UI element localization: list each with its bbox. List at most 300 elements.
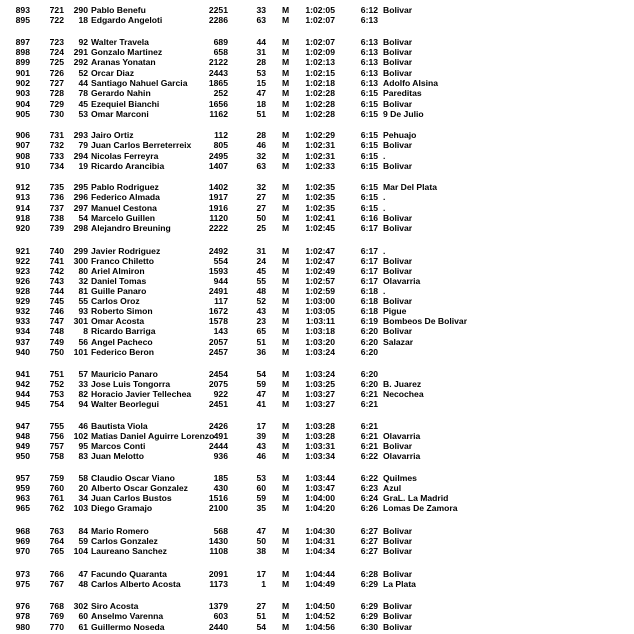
place-cell: 903: [15, 88, 30, 98]
runner-name-cell: Jose Luis Tongorra: [91, 379, 171, 389]
place-cell: 934: [15, 326, 30, 336]
runner-name-cell: Alejandro Breuning: [91, 223, 171, 233]
place-cell: 933: [15, 316, 30, 326]
runner-number-cell: 112: [214, 130, 228, 140]
time-cell: 1:04:44: [305, 569, 335, 579]
category-place-cell: 767: [49, 579, 64, 589]
pace-cell: 6:20: [360, 379, 378, 389]
table-row: [0, 579, 634, 589]
category-place-cell: 726: [49, 68, 64, 78]
place-cell: 980: [15, 622, 30, 632]
table-row: [0, 140, 634, 150]
runner-name-cell: Laureano Sanchez: [91, 546, 167, 556]
pace-cell: 6:21: [360, 421, 378, 431]
runner-name-cell: Edgardo Angeloti: [91, 15, 163, 25]
category-place-cell: 756: [49, 431, 64, 441]
runner-name-cell: Nicolas Ferreyra: [91, 151, 159, 161]
runner-name-cell: Ezequiel Bianchi: [91, 99, 160, 109]
category-place-cell: 745: [49, 296, 64, 306]
age-cell: 27: [256, 192, 266, 202]
table-row: [0, 326, 634, 336]
sex-cell: M: [282, 536, 290, 546]
sex-cell: M: [282, 140, 290, 150]
runner-number-cell: 1656: [208, 99, 228, 109]
age-cell: 43: [256, 306, 266, 316]
pace-cell: 6:26: [360, 503, 378, 513]
runner-name-cell: Roberto Simon: [91, 306, 153, 316]
runner-number-cell: 1578: [208, 316, 228, 326]
runner-number-cell: 2457: [208, 347, 228, 357]
bib-cell: 55: [78, 296, 88, 306]
place-cell: 908: [15, 151, 30, 161]
runner-number-cell: 491: [213, 431, 228, 441]
bib-cell: 301: [73, 316, 88, 326]
table-row: [0, 503, 634, 513]
pace-cell: 6:12: [360, 5, 378, 15]
category-place-cell: 721: [49, 5, 64, 15]
pace-cell: 6:21: [360, 389, 378, 399]
club-cell: Bolivar: [383, 140, 413, 150]
runner-number-cell: 143: [213, 326, 228, 336]
club-cell: Bolivar: [383, 569, 413, 579]
sex-cell: M: [282, 483, 290, 493]
club-cell: Bolivar: [383, 326, 413, 336]
table-row: [0, 130, 634, 140]
place-cell: 959: [15, 483, 30, 493]
age-cell: 36: [256, 347, 266, 357]
place-cell: 905: [15, 109, 30, 119]
sex-cell: M: [282, 15, 290, 25]
club-cell: Bolivar: [383, 68, 413, 78]
category-place-cell: 746: [49, 306, 64, 316]
pace-cell: 6:28: [360, 569, 378, 579]
table-row: [0, 347, 634, 357]
place-cell: 978: [15, 611, 30, 621]
place-cell: 948: [15, 431, 30, 441]
club-cell: Bolivar: [383, 161, 413, 171]
sex-cell: M: [282, 431, 290, 441]
age-cell: 46: [256, 140, 266, 150]
place-cell: 901: [15, 68, 30, 78]
table-row: [0, 622, 634, 632]
sex-cell: M: [282, 579, 290, 589]
sex-cell: M: [282, 389, 290, 399]
category-place-cell: 734: [49, 161, 64, 171]
bib-cell: 32: [78, 276, 88, 286]
pace-cell: 6:17: [360, 256, 378, 266]
place-cell: 910: [15, 161, 30, 171]
category-place-cell: 761: [49, 493, 64, 503]
place-cell: 945: [15, 399, 30, 409]
time-cell: 1:02:29: [305, 130, 335, 140]
table-row: [0, 47, 634, 57]
age-cell: 55: [256, 276, 266, 286]
runner-number-cell: 936: [213, 451, 228, 461]
pace-cell: 6:13: [360, 15, 378, 25]
runner-name-cell: Angel Pacheco: [91, 337, 153, 347]
runner-number-cell: 117: [214, 296, 228, 306]
time-cell: 1:03:11: [305, 316, 335, 326]
time-cell: 1:04:49: [305, 579, 335, 589]
category-place-cell: 753: [49, 389, 64, 399]
table-row: [0, 68, 634, 78]
pace-cell: 6:20: [360, 347, 378, 357]
place-cell: 940: [15, 347, 30, 357]
sex-cell: M: [282, 99, 290, 109]
place-cell: 912: [15, 182, 30, 192]
club-cell: .: [383, 203, 386, 213]
runner-number-cell: 430: [213, 483, 228, 493]
place-cell: 906: [15, 130, 30, 140]
table-row: [0, 192, 634, 202]
table-row: [0, 546, 634, 556]
age-cell: 18: [256, 99, 266, 109]
table-row: [0, 369, 634, 379]
category-place-cell: 760: [49, 483, 64, 493]
category-place-cell: 758: [49, 451, 64, 461]
runner-number-cell: 1865: [208, 78, 228, 88]
time-cell: 1:02:13: [305, 57, 335, 67]
table-row: [0, 526, 634, 536]
table-row: [0, 601, 634, 611]
table-row: [0, 276, 634, 286]
sex-cell: M: [282, 622, 290, 632]
place-cell: 968: [15, 526, 30, 536]
bib-cell: 294: [73, 151, 88, 161]
bib-cell: 293: [73, 130, 88, 140]
category-place-cell: 743: [49, 276, 64, 286]
club-cell: Bolivar: [383, 546, 413, 556]
table-row: [0, 223, 634, 233]
runner-number-cell: 2492: [208, 246, 228, 256]
pace-cell: 6:22: [360, 473, 378, 483]
runner-name-cell: Franco Chiletto: [91, 256, 155, 266]
bib-cell: 299: [73, 246, 88, 256]
category-place-cell: 730: [49, 109, 64, 119]
age-cell: 43: [256, 441, 266, 451]
runner-number-cell: 1402: [208, 182, 228, 192]
table-row: [0, 213, 634, 223]
time-cell: 1:03:47: [305, 483, 335, 493]
age-cell: 17: [256, 421, 266, 431]
sex-cell: M: [282, 601, 290, 611]
age-cell: 53: [256, 473, 266, 483]
runner-number-cell: 805: [213, 140, 228, 150]
runner-number-cell: 568: [213, 526, 228, 536]
time-cell: 1:02:47: [305, 246, 335, 256]
club-cell: Bolivar: [383, 99, 413, 109]
club-cell: Salazar: [383, 337, 414, 347]
bib-cell: 59: [78, 536, 88, 546]
bib-cell: 61: [78, 622, 88, 632]
club-cell: Olavarria: [383, 276, 421, 286]
club-cell: Bolivar: [383, 266, 413, 276]
table-row: [0, 15, 634, 25]
category-place-cell: 723: [49, 37, 64, 47]
age-cell: 38: [256, 546, 266, 556]
bib-cell: 56: [78, 337, 88, 347]
time-cell: 1:03:28: [305, 421, 335, 431]
sex-cell: M: [282, 399, 290, 409]
sex-cell: M: [282, 569, 290, 579]
runner-number-cell: 2122: [208, 57, 228, 67]
bib-cell: 46: [78, 421, 88, 431]
pace-cell: 6:15: [360, 88, 378, 98]
sex-cell: M: [282, 5, 290, 15]
bib-cell: 47: [78, 569, 88, 579]
club-cell: GraL. La Madrid: [383, 493, 449, 503]
sex-cell: M: [282, 47, 290, 57]
runner-name-cell: Alberto Oscar Gonzalez: [91, 483, 188, 493]
pace-cell: 6:13: [360, 57, 378, 67]
age-cell: 50: [256, 536, 266, 546]
place-cell: 907: [15, 140, 30, 150]
bib-cell: 20: [78, 483, 88, 493]
place-cell: 898: [15, 47, 30, 57]
time-cell: 1:02:35: [305, 192, 335, 202]
category-place-cell: 735: [49, 182, 64, 192]
category-place-cell: 747: [49, 316, 64, 326]
category-place-cell: 725: [49, 57, 64, 67]
bib-cell: 81: [78, 286, 88, 296]
table-row: [0, 256, 634, 266]
time-cell: 1:04:30: [305, 526, 335, 536]
runner-number-cell: 1173: [209, 579, 228, 589]
bib-cell: 302: [73, 601, 88, 611]
pace-cell: 6:15: [360, 99, 378, 109]
age-cell: 51: [256, 611, 266, 621]
runner-number-cell: 2286: [208, 15, 228, 25]
pace-cell: 6:22: [360, 451, 378, 461]
age-cell: 63: [256, 15, 266, 25]
place-cell: 923: [15, 266, 30, 276]
table-row: [0, 536, 634, 546]
pace-cell: 6:18: [360, 306, 378, 316]
runner-number-cell: 554: [213, 256, 228, 266]
table-row: [0, 379, 634, 389]
runner-name-cell: Juan Melotto: [91, 451, 144, 461]
club-cell: Bolivar: [383, 223, 413, 233]
age-cell: 25: [256, 223, 266, 233]
club-cell: Bolivar: [383, 5, 413, 15]
sex-cell: M: [282, 246, 290, 256]
runner-name-cell: Aranas Yonatan: [91, 57, 156, 67]
runner-number-cell: 1672: [208, 306, 228, 316]
place-cell: 957: [15, 473, 30, 483]
table-row: [0, 37, 634, 47]
runner-name-cell: Carlos Oroz: [91, 296, 140, 306]
age-cell: 50: [256, 213, 266, 223]
bib-cell: 94: [78, 399, 88, 409]
runner-name-cell: Ricardo Arancibia: [91, 161, 165, 171]
category-place-cell: 749: [49, 337, 64, 347]
table-row: [0, 611, 634, 621]
table-row: [0, 337, 634, 347]
club-cell: Necochea: [383, 389, 424, 399]
runner-number-cell: 603: [213, 611, 228, 621]
time-cell: 1:03:20: [305, 337, 335, 347]
place-cell: 914: [15, 203, 30, 213]
club-cell: Bolivar: [383, 57, 413, 67]
category-place-cell: 737: [49, 203, 64, 213]
table-row: [0, 441, 634, 451]
club-cell: Bolivar: [383, 296, 413, 306]
place-cell: 897: [15, 37, 30, 47]
sex-cell: M: [282, 611, 290, 621]
table-row: [0, 5, 634, 15]
bib-cell: 48: [78, 579, 88, 589]
time-cell: 1:04:00: [305, 493, 335, 503]
time-cell: 1:03:34: [305, 451, 335, 461]
sex-cell: M: [282, 337, 290, 347]
runner-number-cell: 2251: [208, 5, 228, 15]
age-cell: 63: [256, 161, 266, 171]
pace-cell: 6:29: [360, 611, 378, 621]
pace-cell: 6:29: [360, 579, 378, 589]
club-cell: Mar Del Plata: [383, 182, 437, 192]
bib-cell: 82: [78, 389, 88, 399]
time-cell: 1:02:33: [305, 161, 335, 171]
bib-cell: 44: [78, 78, 88, 88]
age-cell: 54: [256, 369, 266, 379]
pace-cell: 6:15: [360, 151, 378, 161]
place-cell: 965: [15, 503, 30, 513]
pace-cell: 6:23: [360, 483, 378, 493]
time-cell: 1:02:05: [305, 5, 335, 15]
category-place-cell: 751: [49, 369, 64, 379]
sex-cell: M: [282, 78, 290, 88]
pace-cell: 6:15: [360, 192, 378, 202]
age-cell: 45: [256, 266, 266, 276]
pace-cell: 6:15: [360, 130, 378, 140]
sex-cell: M: [282, 526, 290, 536]
age-cell: 41: [256, 399, 266, 409]
time-cell: 1:02:15: [305, 68, 335, 78]
pace-cell: 6:16: [360, 213, 378, 223]
pace-cell: 6:13: [360, 68, 378, 78]
runner-name-cell: Walter Beorlegui: [91, 399, 159, 409]
place-cell: 975: [15, 579, 30, 589]
pace-cell: 6:15: [360, 109, 378, 119]
sex-cell: M: [282, 109, 290, 119]
runner-name-cell: Facundo Quaranta: [91, 569, 167, 579]
club-cell: .: [383, 246, 386, 256]
time-cell: 1:02:07: [305, 37, 335, 47]
time-cell: 1:02:49: [305, 266, 335, 276]
age-cell: 24: [256, 256, 266, 266]
category-place-cell: 741: [49, 256, 64, 266]
pace-cell: 6:27: [360, 546, 378, 556]
sex-cell: M: [282, 316, 290, 326]
table-row: [0, 569, 634, 579]
runner-name-cell: Carlos Alberto Acosta: [91, 579, 181, 589]
club-cell: 9 De Julio: [383, 109, 424, 119]
time-cell: 1:02:59: [305, 286, 335, 296]
time-cell: 1:03:28: [305, 431, 335, 441]
category-place-cell: 763: [49, 526, 64, 536]
age-cell: 17: [256, 569, 266, 579]
pace-cell: 6:21: [360, 431, 378, 441]
table-row: [0, 99, 634, 109]
runner-number-cell: 1516: [208, 493, 228, 503]
category-place-cell: 724: [49, 47, 64, 57]
runner-name-cell: Gonzalo Martinez: [91, 47, 163, 57]
runner-name-cell: Mario Romero: [91, 526, 149, 536]
table-row: [0, 493, 634, 503]
place-cell: 918: [15, 213, 30, 223]
runner-name-cell: Omar Marconi: [91, 109, 149, 119]
bib-cell: 52: [78, 68, 88, 78]
table-row: [0, 161, 634, 171]
category-place-cell: 732: [49, 140, 64, 150]
sex-cell: M: [282, 57, 290, 67]
club-cell: Quilmes: [383, 473, 417, 483]
club-cell: .: [383, 151, 386, 161]
age-cell: 60: [256, 483, 266, 493]
time-cell: 1:02:31: [305, 140, 335, 150]
runner-name-cell: Federico Beron: [91, 347, 155, 357]
runner-number-cell: 1379: [208, 601, 228, 611]
category-place-cell: 755: [49, 421, 64, 431]
category-place-cell: 729: [49, 99, 64, 109]
runner-number-cell: 1120: [209, 213, 228, 223]
runner-number-cell: 1916: [208, 203, 228, 213]
club-cell: .: [383, 286, 386, 296]
sex-cell: M: [282, 326, 290, 336]
club-cell: Bolivar: [383, 526, 413, 536]
age-cell: 32: [256, 182, 266, 192]
category-place-cell: 765: [49, 546, 64, 556]
pace-cell: 6:27: [360, 526, 378, 536]
time-cell: 1:04:56: [305, 622, 335, 632]
place-cell: 941: [15, 369, 30, 379]
bib-cell: 290: [73, 5, 88, 15]
table-row: [0, 399, 634, 409]
bib-cell: 34: [78, 493, 88, 503]
category-place-cell: 722: [49, 15, 64, 25]
time-cell: 1:03:24: [305, 347, 335, 357]
pace-cell: 6:19: [360, 316, 378, 326]
bib-cell: 93: [78, 306, 88, 316]
age-cell: 59: [256, 493, 266, 503]
runner-number-cell: 658: [213, 47, 228, 57]
runner-name-cell: Anselmo Varenna: [91, 611, 164, 621]
pace-cell: 6:15: [360, 161, 378, 171]
table-row: [0, 151, 634, 161]
sex-cell: M: [282, 203, 290, 213]
category-place-cell: 744: [49, 286, 64, 296]
club-cell: Bolivar: [383, 611, 413, 621]
table-row: [0, 286, 634, 296]
table-row: [0, 316, 634, 326]
category-place-cell: 742: [49, 266, 64, 276]
time-cell: 1:02:47: [305, 256, 335, 266]
table-row: [0, 483, 634, 493]
bib-cell: 103: [73, 503, 88, 513]
table-row: [0, 431, 634, 441]
category-place-cell: 733: [49, 151, 64, 161]
club-cell: La Plata: [383, 579, 416, 589]
time-cell: 1:02:57: [305, 276, 335, 286]
runner-name-cell: Omar Acosta: [91, 316, 145, 326]
runner-name-cell: Juan Carlos Berreterreix: [91, 140, 192, 150]
pace-cell: 6:17: [360, 276, 378, 286]
bib-cell: 57: [78, 369, 88, 379]
runner-number-cell: 2057: [208, 337, 228, 347]
time-cell: 1:03:05: [305, 306, 335, 316]
bib-cell: 296: [73, 192, 88, 202]
place-cell: 942: [15, 379, 30, 389]
